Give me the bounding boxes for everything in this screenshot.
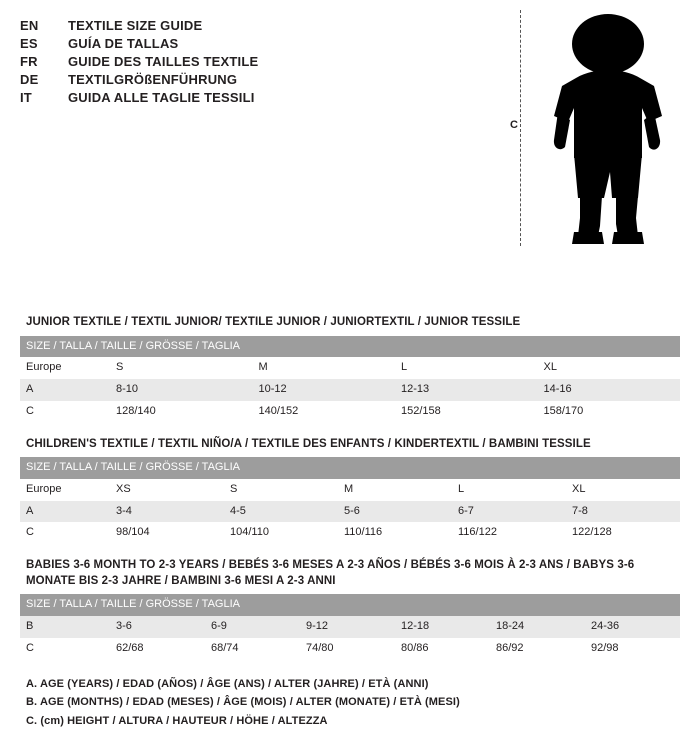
legend-line-a: A. AGE (YEARS) / EDAD (AÑOS) / ÂGE (ANS) / ALTER (JAHRE) / ETÀ (ANNI) <box>26 678 429 691</box>
table-row <box>20 501 680 523</box>
table-row <box>20 379 680 401</box>
language-title: GUIDE DES TAILLES TEXTILE <box>68 54 259 69</box>
cell: 8-10 <box>110 379 253 401</box>
cell: 80/86 <box>395 638 490 660</box>
cell: 74/80 <box>300 638 395 660</box>
measurement-label-c: C <box>510 119 518 131</box>
cell: 104/110 <box>224 522 338 544</box>
cell: 68/74 <box>205 638 300 660</box>
table-header-label: SIZE / TALLA / TAILLE / GRÖSSE / TAGLIA <box>20 594 680 616</box>
height-measurement-figure <box>502 8 682 248</box>
language-title: GUÍA DE TALLAS <box>68 36 179 51</box>
table-row <box>20 479 680 501</box>
table-row <box>20 638 680 660</box>
row-label: A <box>20 379 110 401</box>
section-title: BABIES 3-6 MONTH TO 2-3 YEARS / BEBÉS 3-6 MESES A 2-3 AÑOS / BÉBÉS 3-6 MOIS À 2-3 ANS / BABYS 3-6 MONATE BIS 2-3 JAHRE / BAMBINI 3-6 MESI A 2-3 ANNI <box>26 559 635 587</box>
cell: 158/170 <box>538 401 681 423</box>
row-label: C <box>20 522 110 544</box>
section-children <box>20 437 680 545</box>
language-code: ES <box>20 36 38 51</box>
section-title: JUNIOR TEXTILE / TEXTIL JUNIOR/ TEXTILE JUNIOR / JUNIORTEXTIL / JUNIOR TESSILE <box>26 316 521 328</box>
table-header-label: SIZE / TALLA / TAILLE / GRÖSSE / TAGLIA <box>20 336 680 358</box>
cell: M <box>338 479 452 501</box>
table-header-row <box>20 336 680 358</box>
cell: 128/140 <box>110 401 253 423</box>
children-size-table <box>20 457 680 544</box>
row-label: Europe <box>20 479 110 501</box>
cell: XL <box>538 357 681 379</box>
cell: 6-9 <box>205 616 300 638</box>
language-code: DE <box>20 72 39 87</box>
cell: 7-8 <box>566 501 680 523</box>
measurement-dashed-line <box>520 10 521 246</box>
junior-size-table <box>20 336 680 423</box>
language-code: EN <box>20 18 39 33</box>
language-code: IT <box>20 90 32 105</box>
cell: 152/158 <box>395 401 538 423</box>
cell: 116/122 <box>452 522 566 544</box>
section-babies <box>20 558 680 659</box>
row-label: B <box>20 616 110 638</box>
cell: 98/104 <box>110 522 224 544</box>
table-row <box>20 522 680 544</box>
babies-size-table <box>20 594 680 659</box>
language-title: TEXTILE SIZE GUIDE <box>68 18 203 33</box>
cell: 4-5 <box>224 501 338 523</box>
language-code: FR <box>20 54 38 69</box>
cell: M <box>253 357 396 379</box>
section-title: CHILDREN'S TEXTILE / TEXTIL NIÑO/A / TEXTILE DES ENFANTS / KINDERTEXTIL / BAMBINI TESSILE <box>26 437 591 450</box>
cell: S <box>110 357 253 379</box>
child-silhouette-icon <box>536 12 676 246</box>
table-header-row <box>20 457 680 479</box>
cell: 24-36 <box>585 616 680 638</box>
cell: 86/92 <box>490 638 585 660</box>
cell: XS <box>110 479 224 501</box>
cell: 12-18 <box>395 616 490 638</box>
cell: 5-6 <box>338 501 452 523</box>
row-label: C <box>20 638 110 660</box>
cell: L <box>395 357 538 379</box>
table-header-row <box>20 594 680 616</box>
cell: 18-24 <box>490 616 585 638</box>
row-label: A <box>20 501 110 523</box>
table-row <box>20 401 680 423</box>
legend-line-b: B. AGE (MONTHS) / EDAD (MESES) / ÂGE (MOIS) / ALTER (MONATE) / ETÀ (MESI) <box>26 696 460 709</box>
cell: S <box>224 479 338 501</box>
language-title: TEXTILGRÖßENFÜHRUNG <box>68 72 238 87</box>
cell: 122/128 <box>566 522 680 544</box>
cell: 12-13 <box>395 379 538 401</box>
table-row <box>20 357 680 379</box>
table-row <box>20 616 680 638</box>
legend-line-c: C. (cm) HEIGHT / ALTURA / HAUTEUR / HÖHE / ALTEZZA <box>26 714 328 727</box>
cell: 3-6 <box>110 616 205 638</box>
cell: 14-16 <box>538 379 681 401</box>
row-label: Europe <box>20 357 110 379</box>
cell: 140/152 <box>253 401 396 423</box>
table-header-label: SIZE / TALLA / TAILLE / GRÖSSE / TAGLIA <box>20 457 680 479</box>
cell: 92/98 <box>585 638 680 660</box>
cell: 9-12 <box>300 616 395 638</box>
cell: 110/116 <box>338 522 452 544</box>
cell: 6-7 <box>452 501 566 523</box>
row-label: C <box>20 401 110 423</box>
cell: 62/68 <box>110 638 205 660</box>
language-title: GUIDA ALLE TAGLIE TESSILI <box>68 90 255 105</box>
cell: 10-12 <box>253 379 396 401</box>
cell: XL <box>566 479 680 501</box>
cell: L <box>452 479 566 501</box>
cell: 3-4 <box>110 501 224 523</box>
legend <box>26 675 680 729</box>
section-junior <box>20 315 680 423</box>
